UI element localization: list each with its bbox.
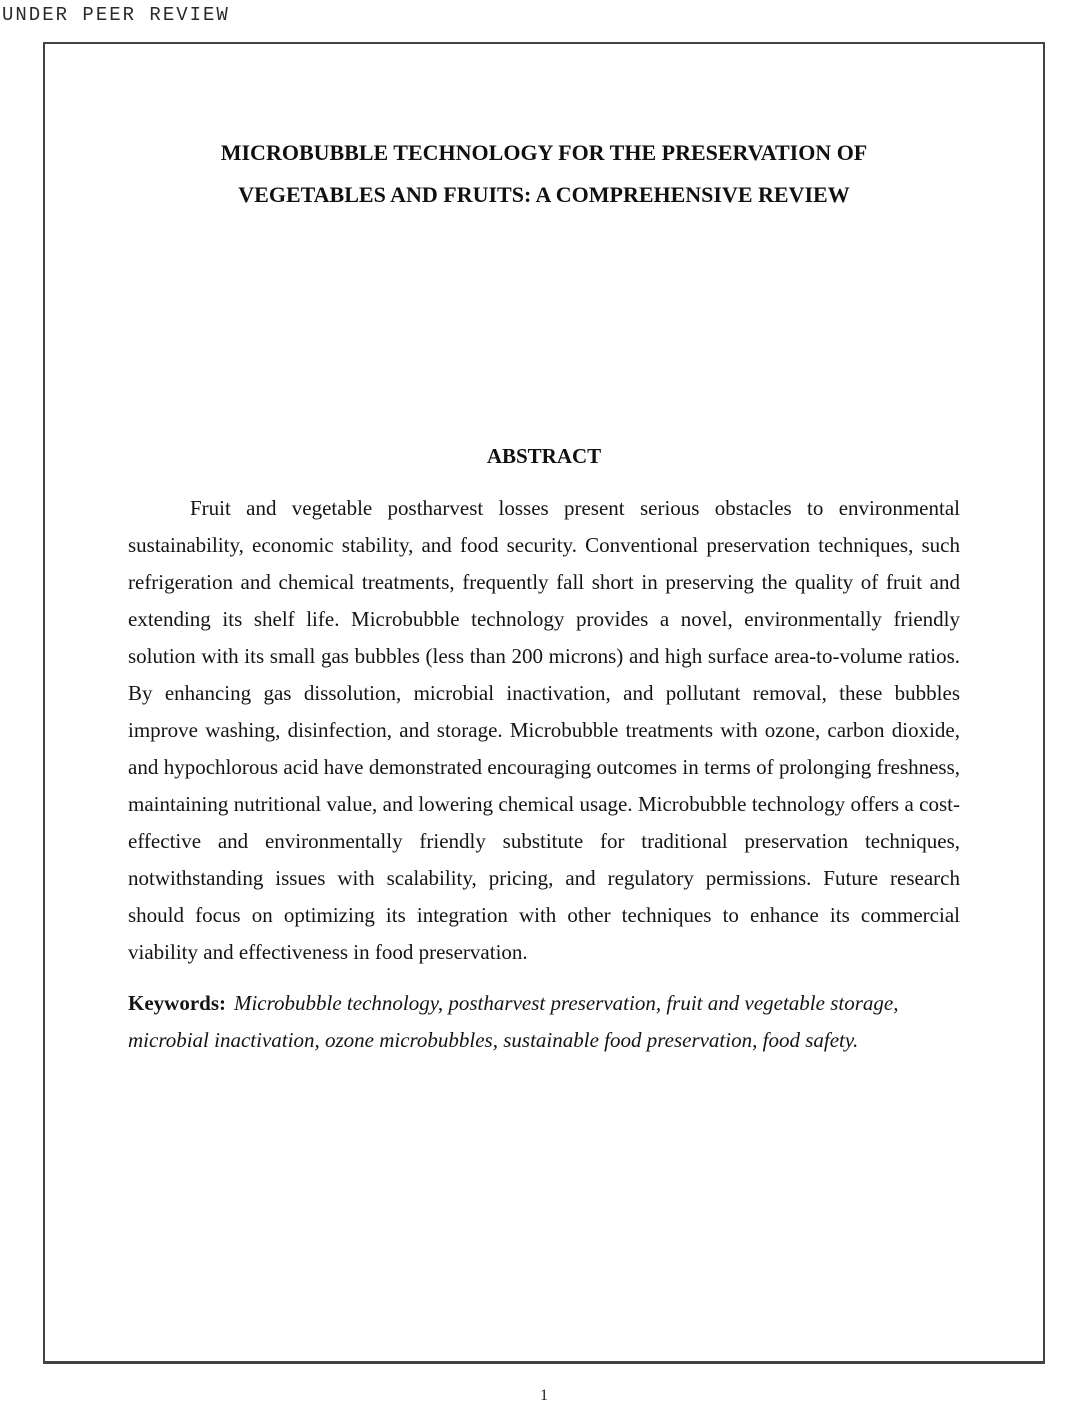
paper-title-line-1: MICROBUBBLE TECHNOLOGY FOR THE PRESERVATION OF — [220, 140, 868, 165]
page-number: 1 — [540, 1387, 548, 1404]
keywords-text: Microbubble technology, postharvest preservation, fruit and vegetable storage, microbial inactivation, ozone microbubbles, sustainable food preservation, food safety. — [128, 991, 899, 1052]
paper-title — [128, 132, 960, 216]
paper-title-line-2: VEGETABLES AND FRUITS: A COMPREHENSIVE REVIEW — [238, 182, 850, 207]
keywords-label: Keywords: — [128, 991, 226, 1015]
peer-review-watermark: UNDER PEER REVIEW — [2, 4, 230, 26]
page-content — [45, 132, 1043, 1408]
keywords-paragraph — [128, 985, 960, 1059]
abstract-paragraph: Fruit and vegetable postharvest losses present serious obstacles to environmental sustainability, economic stability, and food security. Conventional preservation techniques, such refrigeration and chemical treatments, frequently fall short in preserving the quality of fruit and extending its shelf life. Microbubble technology provides a novel, environmentally friendly solution with its small gas bubbles (less than 200 microns) and high surface area-to-volume ratios. By enhancing gas dissolution, microbial inactivation, and pollutant removal, these bubbles improve washing, disinfection, and storage. Microbubble treatments with ozone, carbon dioxide, and hypochlorous acid have demonstrated encouraging outcomes in terms of prolonging freshness, maintaining nutritional value, and lowering chemical usage. Microbubble technology offers a cost-effective and environmentally friendly substitute for traditional preservation techniques, notwithstanding issues with scalability, pricing, and regulatory permissions. Future research should focus on optimizing its integration with other techniques to enhance its commercial viability and effectiveness in food preservation. — [128, 496, 960, 964]
page-border-frame — [43, 42, 1045, 1404]
abstract-heading: ABSTRACT — [486, 444, 602, 468]
